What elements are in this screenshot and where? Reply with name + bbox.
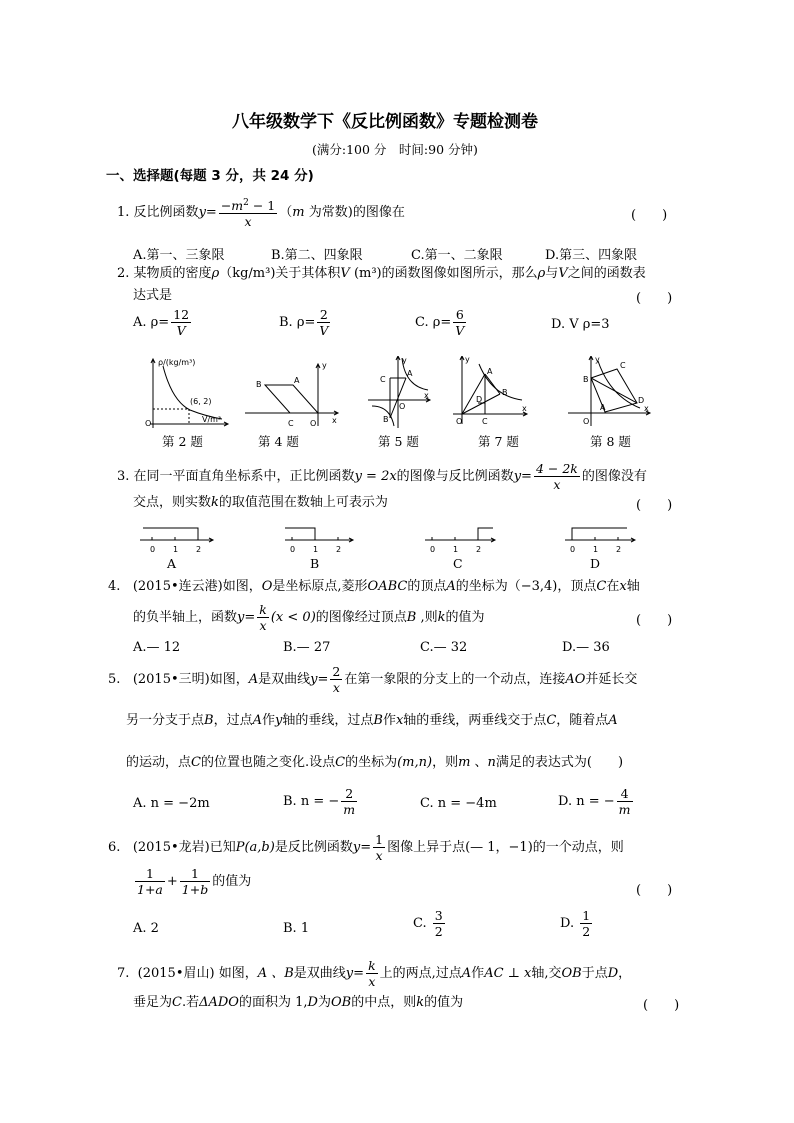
question-5: 5. (2015•三明)如图，A是双曲线y= $\frac{2}{x}$ 在第一象限的分支上的一个动点，连接AO并延长交 <box>108 664 638 695</box>
fig8-label-x: x <box>644 404 649 413</box>
section-heading: 一、选择题(每题 3 分，共 24 分) <box>106 168 314 184</box>
fig4-label-a: A <box>294 376 300 385</box>
fig8-label-a: A <box>600 403 606 412</box>
fig7-label-c: C <box>482 417 488 426</box>
fig5-label-o: O <box>399 402 406 411</box>
fig8-label-d: D <box>638 396 645 405</box>
number-lines <box>135 520 645 558</box>
fig2-origin: O <box>145 419 152 428</box>
tick-1: 1 <box>453 545 459 554</box>
fig4-label-b: B <box>256 380 262 389</box>
question-3-line2: 交点，则实数k的取值范围在数轴上可表示为 <box>133 495 388 510</box>
figure-5-caption: 第 5 题 <box>378 434 419 449</box>
fig7-label-o: O <box>456 417 463 426</box>
fig4-label-o: O <box>310 419 317 428</box>
page-subtitle: (满分:100 分 时间:90 分钟) <box>312 142 478 157</box>
number-line-a-label: A <box>167 556 177 571</box>
option-c: C. n = −4m <box>420 796 497 811</box>
option-b: B. 1 <box>283 921 310 936</box>
option-a: A.第一、三象限 <box>133 248 225 263</box>
fig5-label-b: B <box>383 415 389 424</box>
option-a: A. n = −2m <box>133 796 210 811</box>
answer-blank: ( ) <box>636 291 673 306</box>
fig2-ylabel: ρ/(kg/m³) <box>158 358 196 367</box>
option-c: C.— 32 <box>420 640 468 655</box>
option-a: A.— 12 <box>133 640 181 655</box>
figure-4-caption: 第 4 题 <box>258 434 299 449</box>
answer-blank: ( ) <box>636 498 673 513</box>
number-line-b-label: B <box>310 556 320 571</box>
number-line-a <box>140 528 213 542</box>
question-7-line2: 垂足为C.若ΔADO的面积为 1,D为OB的中点，则k的值为 <box>133 995 464 1010</box>
number-line-d <box>565 528 635 542</box>
option-b: B. ρ= $\frac{2}{V}$ <box>279 307 329 338</box>
fig7-label-x: x <box>522 404 527 413</box>
question-3: 3. 在同一平面直角坐标系中，正比例函数y = 2x的图像与反比例函数y= $\frac{4 - 2k}{x}$ 的图像没有 <box>117 461 647 492</box>
option-d: D. n = − $\frac{4}{m}$ <box>558 786 631 817</box>
question-2-line2: 达式是 <box>133 288 173 303</box>
figure-7-caption: 第 7 题 <box>478 434 519 449</box>
tick-1: 1 <box>173 545 179 554</box>
fig2-point-label: (6, 2) <box>190 397 212 406</box>
question-4: 4. (2015•连云港)如图，O是坐标原点,菱形OABC的顶点A的坐标为（−3,4)，顶点C在x轴 <box>108 579 640 594</box>
option-d: D.— 36 <box>562 640 610 655</box>
fig7-label-d: D <box>476 395 483 404</box>
answer-blank: ( ) <box>631 208 668 223</box>
option-a: A. ρ= $\frac{12}{V}$ <box>133 307 190 338</box>
page-title: 八年级数学下《反比例函数》专题检测卷 <box>232 112 538 132</box>
number-line-c <box>425 528 495 542</box>
fig7-label-y: y <box>465 356 470 364</box>
fig5-label-y: y <box>402 356 407 365</box>
option-b: B.第二、四象限 <box>271 248 363 263</box>
question-5-line3: 的运动，点C的位置也随之变化.设点C的坐标为(m,n)，则m 、n满足的表达式为( ) <box>126 755 624 770</box>
question-4-line2: 的负半轴上，函数y= $\frac{k}{x}$ (x < 0)的图像经过顶点B ,则k的值为 <box>133 602 485 633</box>
answer-blank: ( ) <box>636 883 673 898</box>
tick-0: 0 <box>290 545 296 554</box>
option-c: C. ρ= $\frac{6}{V}$ <box>415 307 465 338</box>
figure-2-caption: 第 2 题 <box>162 434 203 449</box>
fig5-label-a: A <box>407 369 413 378</box>
fig8-label-c: C <box>620 361 626 370</box>
fraction: $\frac{-m^2 - 1}{x}$ <box>220 198 276 230</box>
tick-2: 2 <box>476 545 482 554</box>
fig8-label-o: O <box>583 417 590 426</box>
fig4-label-c: C <box>288 419 294 428</box>
option-d: D.第三、四象限 <box>545 248 638 263</box>
question-5-line2: 另一分支于点B，过点A作y轴的垂线，过点B作x轴的垂线，两垂线交于点C，随着点A <box>126 713 618 728</box>
option-a: A. 2 <box>133 921 159 936</box>
number-line-d-label: D <box>590 556 601 571</box>
tick-2: 2 <box>336 545 342 554</box>
figures-row <box>140 356 665 431</box>
tick-0: 0 <box>570 545 576 554</box>
option-b: B. n = − $\frac{2}{m}$ <box>283 786 356 817</box>
answer-blank: ( ) <box>643 998 680 1013</box>
question-6-line2: $\frac{1}{1+a}$ + $\frac{1}{1+b}$ 的值为 <box>137 866 252 897</box>
tick-0: 0 <box>150 545 156 554</box>
fig4-label-x: x <box>332 416 337 425</box>
tick-2: 2 <box>616 545 622 554</box>
fig4-label-y: y <box>322 361 327 370</box>
number-line-b <box>285 528 353 542</box>
question-6: 6. (2015•龙岩)已知P(a,b)是反比例函数y= $\frac{1}{x}$ 图像上异于点(— 1，−1)的一个动点，则 <box>108 832 624 863</box>
figure-8 <box>568 356 650 426</box>
fig5-label-c: C <box>380 375 386 384</box>
figure-5 <box>368 356 430 428</box>
tick-0: 0 <box>430 545 436 554</box>
answer-blank: ( ) <box>636 613 673 628</box>
figure-8-caption: 第 8 题 <box>590 434 631 449</box>
tick-2: 2 <box>196 545 202 554</box>
option-c: C. $\frac{3}{2}$ <box>413 908 443 939</box>
option-b: B.— 27 <box>283 640 331 655</box>
fig7-label-b: B <box>502 388 508 397</box>
option-c: C.第一、二象限 <box>411 248 503 263</box>
figure-4 <box>245 364 338 426</box>
number-line-c-label: C <box>453 556 463 571</box>
question-7: 7. (2015•眉山) 如图，A 、B是双曲线y= $\frac{k}{x}$ 上的两点,过点A作AC ⊥ x轴,交OB于点D， <box>117 958 632 989</box>
option-d: D. $\frac{1}{2}$ <box>560 908 591 939</box>
tick-1: 1 <box>593 545 599 554</box>
question-2: 2. 某物质的密度ρ（kg/m³)关于其体积V (m³)的函数图像如图所示，那么ρ与V之间的函数表 <box>117 266 646 281</box>
fig5-label-x: x <box>424 391 429 400</box>
fig7-label-a: A <box>487 367 493 376</box>
fig8-label-b: B <box>583 375 589 384</box>
tick-1: 1 <box>313 545 319 554</box>
option-d: D. V ρ=3 <box>551 317 610 332</box>
question-1: 1. 反比例函数y= $\frac{-m^2 - 1}{x}$ （m 为常数)的图像在 <box>117 198 405 230</box>
fig2-xlabel: V/m³ <box>202 415 222 424</box>
fig8-label-y: y <box>595 356 600 364</box>
